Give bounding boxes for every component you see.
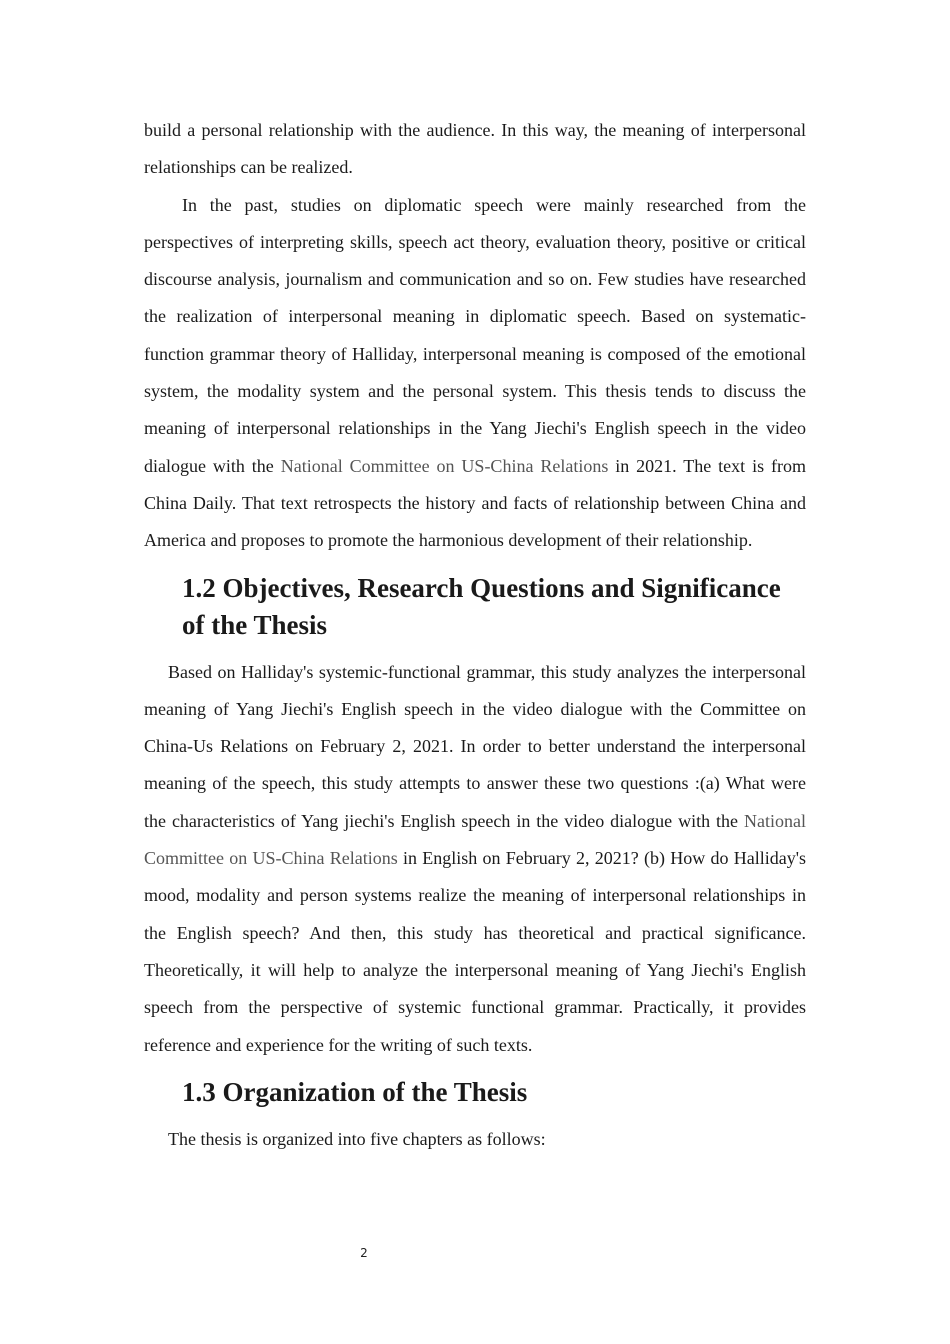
body-paragraph — [144, 187, 806, 560]
section-heading: 1.2 Objectives, Research Questions and Significance of the Thesis — [182, 572, 781, 640]
paragraph-text: In the past, studies on diplomatic speech were mainly researched from the perspectives of interpreting skills, speech act theory, evaluation theory, positive or critical discourse analysis, journalism and communication and so on. Few studies have researched the realization of interpersonal meaning in diplomatic speech. Based on systematic-function grammar theory of Halliday, interpersonal meaning is composed of the emotional system, the modality system and the personal system. This thesis tends to discuss the meaning of interpersonal relationships in the Yang Jiechi's English speech in the video dialogue with the — [144, 194, 806, 476]
document-body — [144, 112, 806, 1158]
page-number: 2 — [360, 1246, 368, 1260]
paragraph-text: Based on Halliday's systemic-functional grammar, this study analyzes the interpersonal meaning of Yang Jiechi's English speech in the video dialogue with the Committee on China-Us Relations on February 2, 2021. In order to better understand the interpersonal meaning of the speech, this study attempts to answer these two questions :(a) What were the characteristics of Yang jiechi's English speech in the video dialogue with the — [144, 661, 806, 831]
hyperlink-national-committee[interactable]: National Committee on US-China Relations — [280, 455, 609, 476]
body-paragraph: build a personal relationship with the audience. In this way, the meaning of interpersonal relationships can be realized. — [144, 120, 806, 178]
body-paragraph: The thesis is organized into five chapters as follows: — [168, 1128, 546, 1149]
body-paragraph — [144, 654, 806, 1064]
paragraph-text: in 2021. The text is from China Daily. That text retrospects the history and facts of relationship between China and America and proposes to promote the harmonious development of their relationship. — [144, 455, 806, 551]
section-heading: 1.3 Organization of the Thesis — [182, 1076, 528, 1107]
paragraph-text: in English on February 2, 2021? (b) How do Halliday's mood, modality and person systems realize the meaning of interpersonal relationships in the English speech? And then, this study has theoretical and practical significance. Theoretically, it will help to analyze the interpersonal meaning of Yang Jiechi's English speech from the perspective of systemic functional grammar. Practically, it provides reference and experience for the writing of such texts. — [144, 848, 806, 1055]
hyperlink-national-committee[interactable]: National Committee on US-China Relations — [144, 810, 806, 869]
